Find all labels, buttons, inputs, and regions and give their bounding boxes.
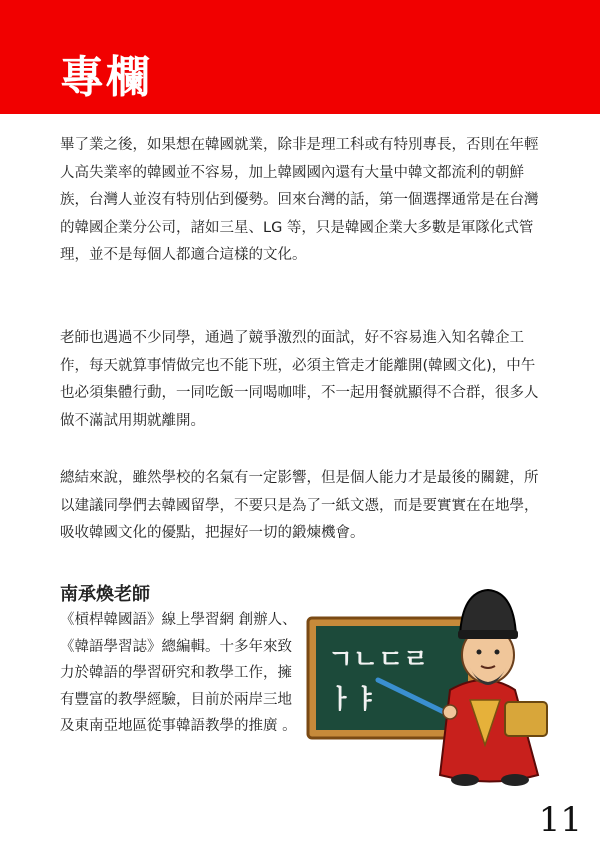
board-text-line1: ㄱㄴㄷㄹ [328,645,429,675]
article-paragraph-2: 老師也遇過不少同學，通過了競爭激烈的面試，好不容易進入知名韓企工作，每天就算事情做完也不能下班，必須主管走才能離開(韓國文化)，中午也必須集體行動，一同吃飯一同喝咖啡，不一起用餐就顯得不合群，很多人做不滿試用期就離開。 [60,330,539,429]
header-banner [0,0,600,114]
article-paragraph-3: 總結來說，雖然學校的名氣有一定影響，但是個人能力才是最後的關鍵，所以建議同學們去韓國留學，不要只是為了一紙文憑，而是要實實在在地學，吸收韓國文化的優點，把握好一切的鍛煉機會。 [60,470,539,541]
column-title: 專欄 [60,52,152,103]
teacher-illustration [300,570,555,790]
article-paragraph-1: 畢了業之後，如果想在韓國就業，除非是理工科或有特別專長，否則在年輕人高失業率的韓國並不容易，加上韓國國內還有大量中韓文都流利的朝鮮族，台灣人並沒有特別佔到優勢。回來台灣的話，第一個選擇通常是在台灣的韓國企業分公司，諸如三星、LG 等，只是韓國企業大多數是軍隊化式管理，並不是每個人都適合這樣的文化。 [60,137,539,263]
author-bio: 《槓桿韓國語》線上學習網 創辦人、《韓語學習誌》總編輯。十多年來致力於韓語的學習研究和教學工作，擁有豐富的教學經驗，目前於兩岸三地及東南亞地區從事韓語教學的推廣 。 [60,612,297,734]
page-number: 11 [538,800,582,840]
board-text-line2: ㅏㅑ [328,685,379,715]
author-name: 南承煥老師 [60,584,150,605]
